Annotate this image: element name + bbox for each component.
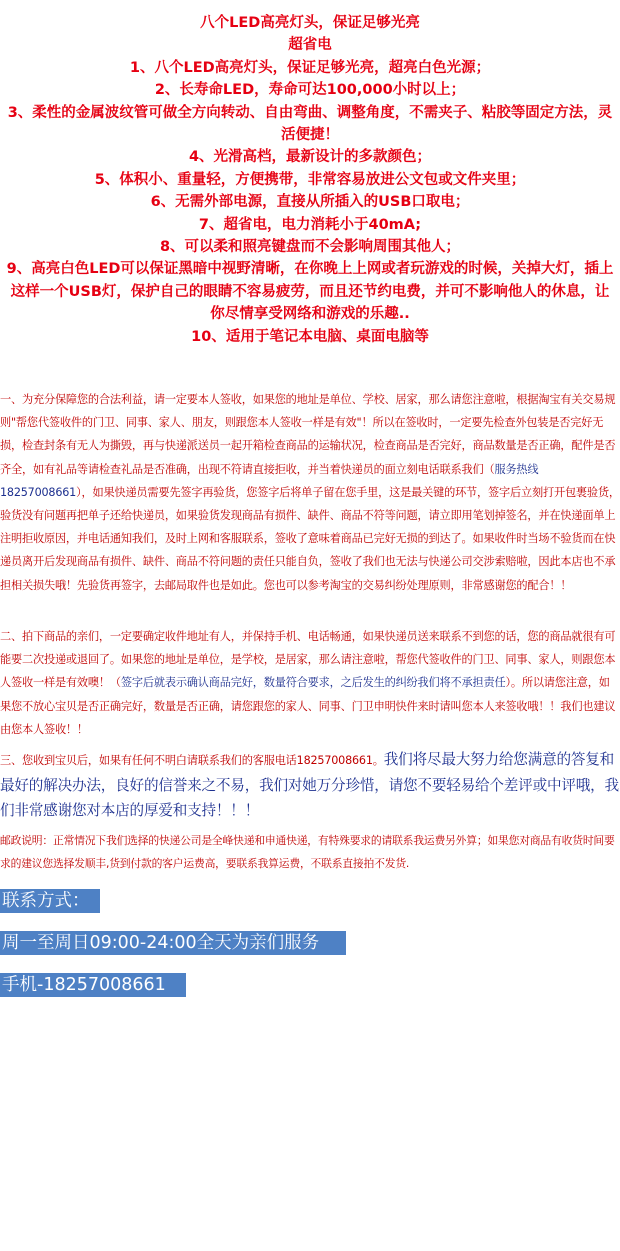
feature-item: 6、无需外部电源，直接从所插入的USB口取电； [150,194,470,211]
signing-notice-text: 一、为充分保障您的合法利益，请一定要本人签收，如果您的地址是单位、学校、居家，那么请您注意啦，根据淘宝有关交易规则"帮您代签收件的门卫、同事、家人、朋友，则跟您本人签收一样是有效"！所以在签收时，一定要先检查外包装是否完好无损，检查封条有无人为撕毁，再与快递派送员一起开箱检查商品的运输状况，检查商品是否完好，商品数量是否正确，配件是否齐全，如有礼品等请检查礼品是否准确，出现不符请直接拒收，并当着快递员的面立刻电话联系我们（ [0,393,616,476]
feature-item: 1、八个LED高亮灯头，保证足够光亮，超亮白色光源； [129,59,491,76]
after-sale-big-text: 我们将尽最大努力给您满意的答复和最好的解决办法，良好的信誉来之不易，我们对她万分珍惜，请您不要轻易给个差评或中评哦，我们非常感谢您对本店的厚爱和支持！！！ [0,751,619,819]
service-hotline: 服务热线18257008661 [0,462,539,499]
feature-item: 10、适用于笔记本电脑、桌面电脑等 [191,328,429,345]
after-sale-notice [0,748,620,825]
feature-list [0,12,620,348]
feature-item: 2、长寿命LED，寿命可达100,000小时以上； [154,82,466,99]
delivery-notice-text-2: ）。所以请您注意，如果您不放心宝贝是否正确完好，数量是否正确，请您跟您的家人、同事、门卫申明快件来时请叫您本人来签收哦！！我们也建议由您本人签收！！ [0,676,616,736]
after-sale-small-text: 三、您收到宝贝后，如果有任何不明白请联系我们的客服电话18257008661。 [0,754,384,767]
postal-notice: 邮政说明：正常情况下我们选择的快递公司是全峰快递和申通快递，有特殊要求的请联系我运费另外算；如果您对商品有收货时间要求的建议您选择发顺丰,货到付款的客户运费高，要联系我算运费，不联系直接拍不发货. [0,834,615,870]
feature-item: 5、体积小、重量轻，方便携带，非常容易放进公文包或文件夹里； [94,171,526,188]
contact-title: 联系方式： [0,889,100,913]
signing-notice-text-2: ），如果快递员需要先签字再验货，您签字后将单子留在您手里，这是最关键的环节，签字后立刻打开包裹验货，验货没有问题再把单子还给快递员，如果验货发现商品有损件、缺件、商品不符等问题，请立即用笔划掉签名，并在快递面单上注明拒收原因，并电话通知我们，及时上网和客服联系，签收了意味着商品已完好无损的到达了。如果收件时当场不验货而在快递员离开后发现商品有损件、缺件、商品不符问题的责任只能自负，签收了我们也无法与快递公司交涉索赔啦，因此本店也不承担相关损失哦！先验货再签字，去邮局取件也是如此。您也可以参考淘宝的交易纠纷处理原则，非常感谢您的配合！！ [0,485,620,592]
service-hours: 周一至周日09:00-24:00全天为亲们服务 [0,931,346,955]
feature-headline: 八个LED高亮灯头，保证足够光亮 [200,15,420,31]
feature-item: 7、超省电，电力消耗小于40mA; [198,216,422,233]
feature-item: 4、光滑高档，最新设计的多款颜色； [188,149,432,166]
feature-item: 3、柔性的金属波纹管可做全方向转动、自由弯曲、调整角度，不需夹子、粘胶等固定方法，灵活便捷！ [7,104,613,144]
delivery-notice-highlight: 签字后就表示确认商品完好，数量符合要求，之后发生的纠纷我们将不承担责任 [120,676,506,690]
feature-item: 8、可以柔和照亮键盘而不会影响周围其他人； [159,239,461,256]
signing-notice [0,388,620,597]
feature-item: 9、高亮白色LED可以保证黑暗中视野清晰，在你晚上上网或者玩游戏的时候，关掉大灯，插上这样一个USB灯，保护自己的眼睛不容易疲劳，而且还节约电费，并可不影响他人的休息，让你尽情享受网络和游戏的乐趣.. [6,261,614,323]
delivery-notice-text: 二、拍下商品的亲们，一定要确定收件地址有人，并保持手机、电话畅通，如果快递员送来联系不到您的话，您的商品就很有可能要二次投递或退回了。如果您的地址是单位，是学校，是居家，那么请注意啦，帮您代签收件的门卫、同事、家人，则跟您本人签收一样是有效噢！（ [0,630,616,690]
feature-subheadline: 超省电 [288,37,332,54]
contact-phone: 手机-18257008661 [0,973,186,997]
delivery-notice [0,625,620,741]
